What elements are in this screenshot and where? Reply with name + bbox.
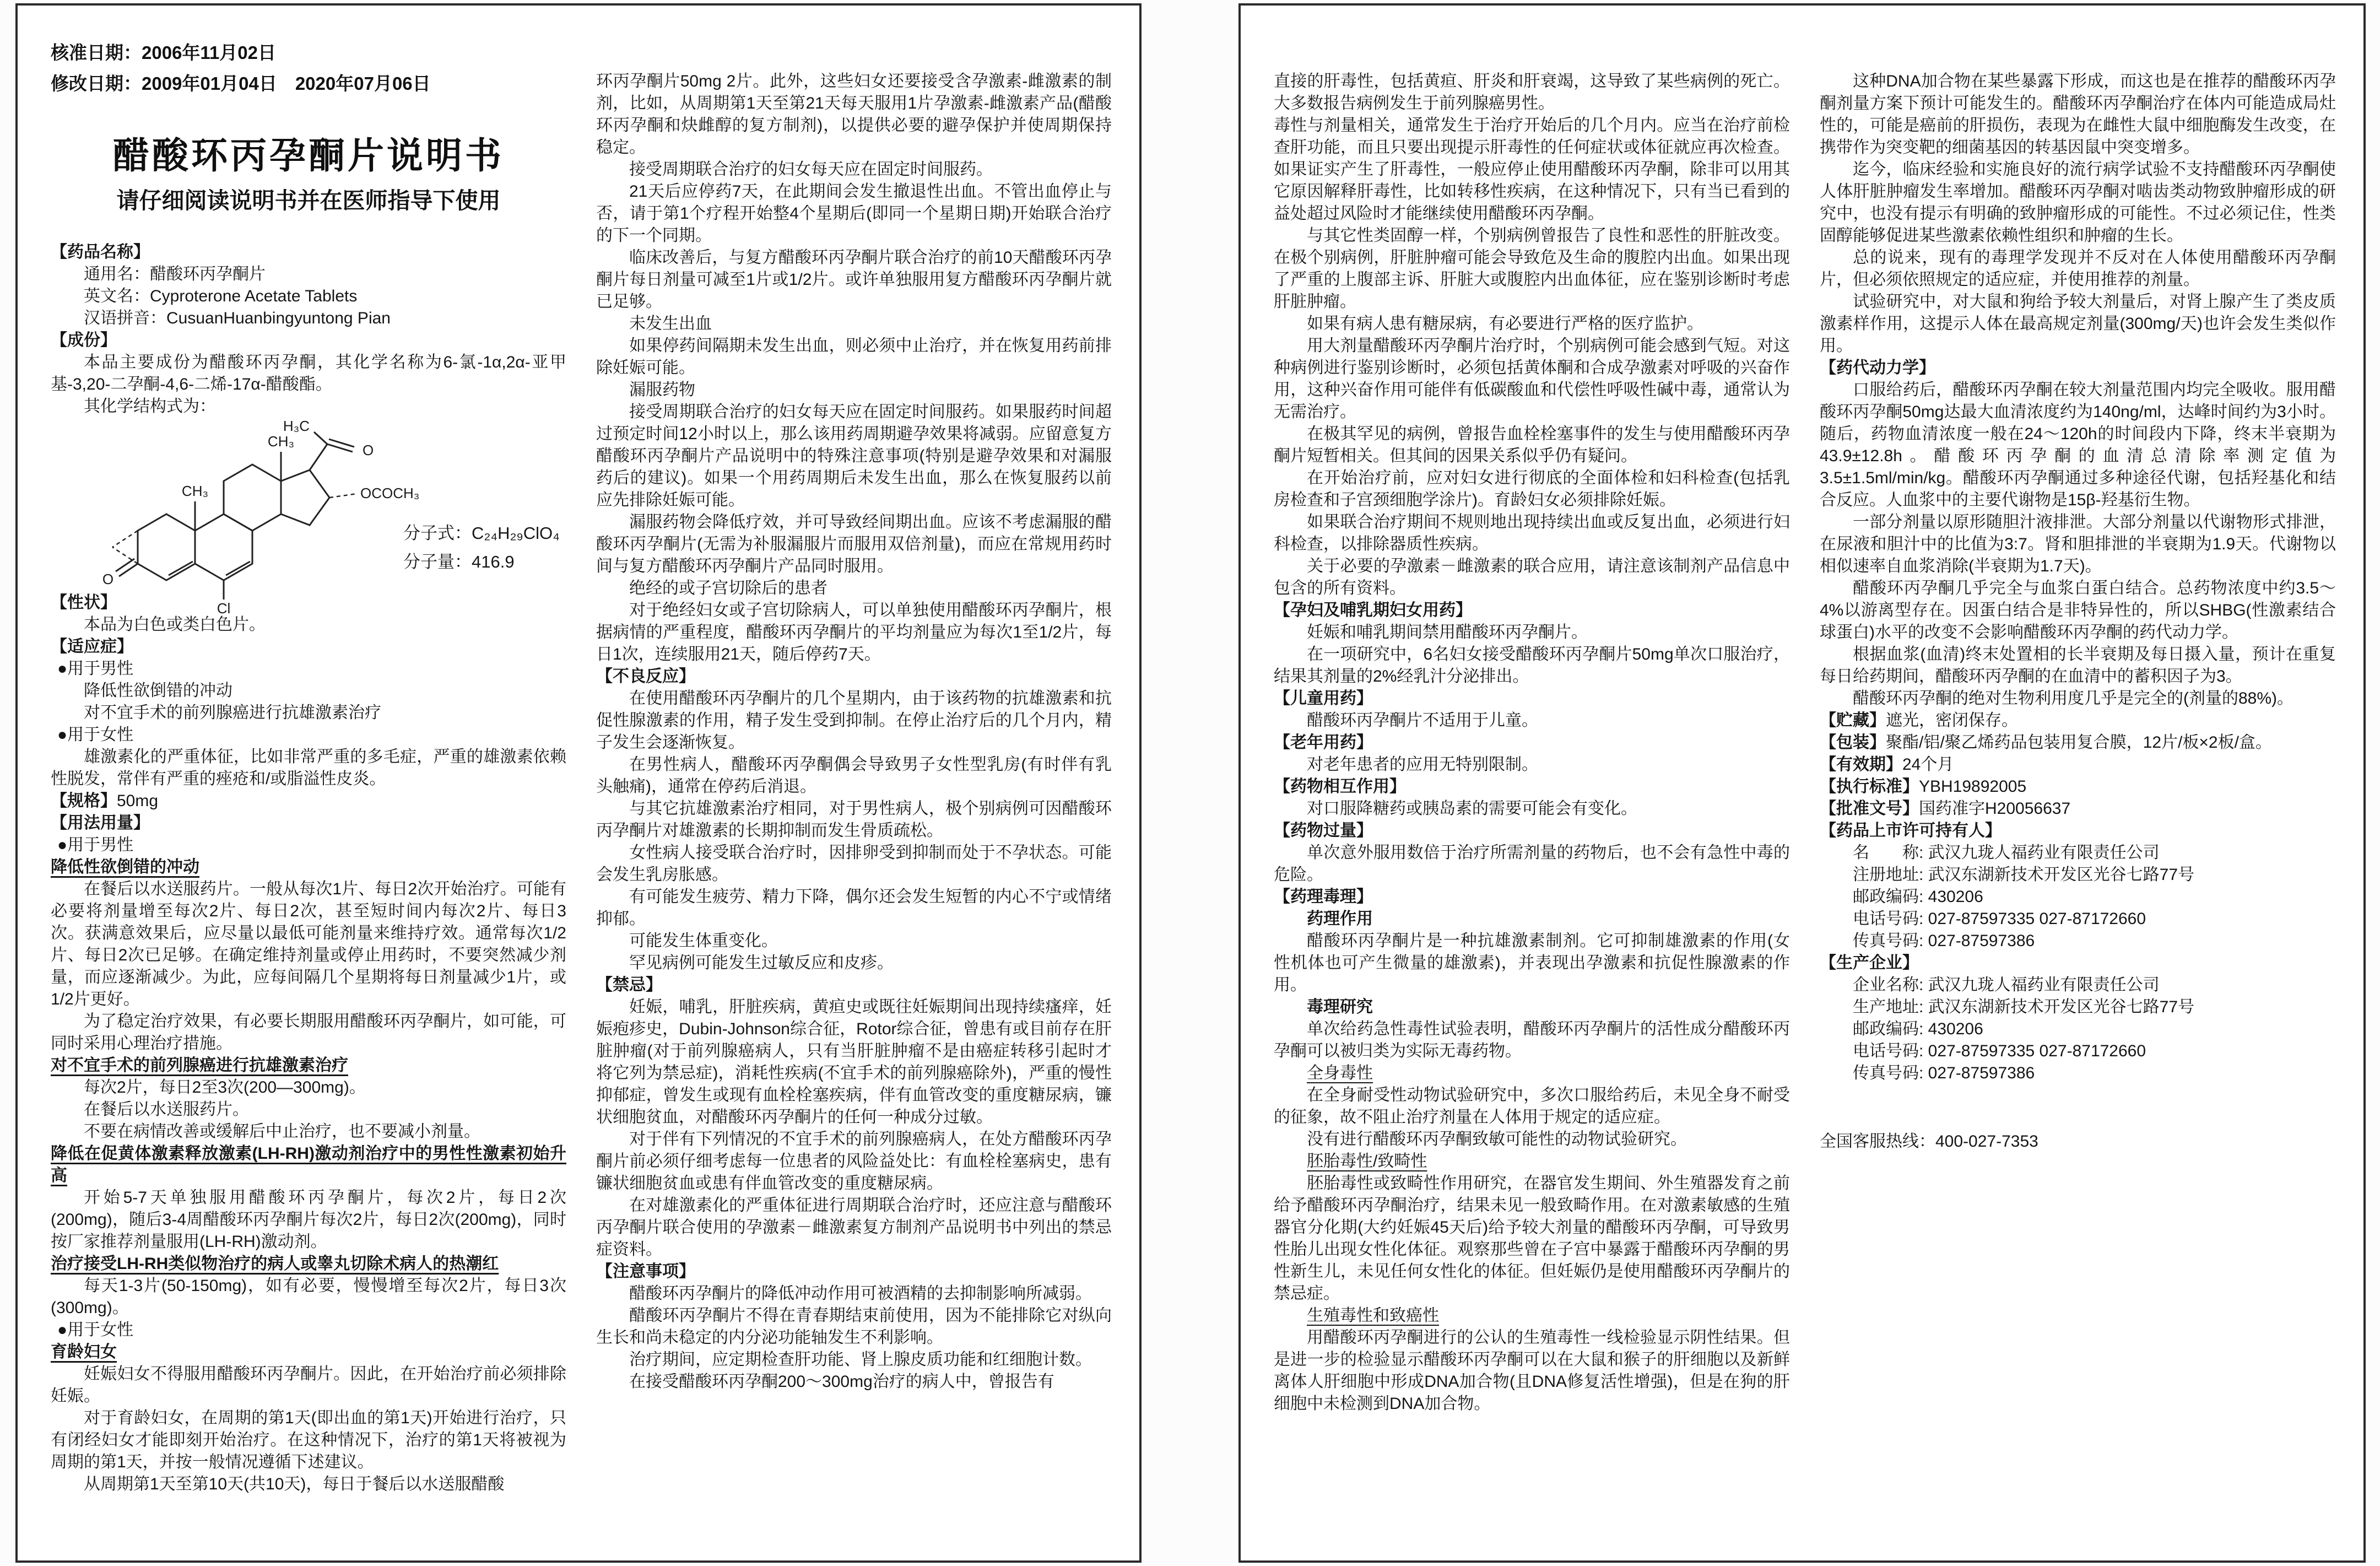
paragraph: 雄激素化的严重体征，比如非常严重的多毛症，严重的雄激素依赖性脱发，常伴有严重的痤疮和/或脂溢性皮炎。: [51, 748, 566, 788]
paragraph: 可能发生体重变化。: [629, 932, 778, 950]
paragraph: 生产地址: 武汉东湖新技术开发区光谷七路77号: [1853, 998, 2195, 1016]
paragraph: 未发生出血: [629, 315, 712, 333]
section-heading-value: 聚酯/铝/聚乙烯药品包装用复合膜，12片/板×2板/盒。: [1886, 733, 2272, 752]
sub-heading: 全身毒性: [1307, 1064, 1373, 1082]
section-heading: [51, 790, 566, 812]
molecular-formula: 分子式：C₂₄H₂₉ClO₄: [403, 523, 560, 543]
paragraph: 如果停药间隔期未发生出血，则必须中止治疗，并在恢复用药前排除妊娠可能。: [596, 337, 1112, 377]
paragraph: 在接受醋酸环丙孕酮200～300mg治疗的病人中，曾报告有: [629, 1373, 1054, 1391]
paragraph: 名 称: 武汉九珑人福药业有限责任公司: [1853, 844, 2160, 862]
paragraph: 醋酸环丙孕酮片是一种抗雄激素制剂。它可抑制雄激素的作用(女性机体也可产生微量的雄激素)，并表现出孕激素和抗促性腺激素的作用。: [1274, 932, 1790, 994]
paragraph: 对不宜手术的前列腺癌进行抗雄激素治疗: [84, 704, 381, 722]
page1-column-right: [596, 37, 1112, 1549]
paragraph: 醋酸环丙孕酮几乎完全与血浆白蛋白结合。总药物浓度中约3.5～4%以游离型存在。因蛋白结合是非特异性的，所以SHBG(性激素结合球蛋白)水平的改变不会影响醋酸环丙孕酮的药代动力学。: [1820, 579, 2336, 641]
paragraph: 用醋酸环丙孕酮进行的公认的生殖毒性一线检验显示阴性结果。但是进一步的检验显示醋酸环丙孕酮可以在大鼠和猴子的肝细胞以及新鲜离体人肝细胞中形成DNA加合物(且DNA修复活性增强)，但是在狗的肝细胞中未检测到DNA加合物。: [1274, 1329, 1790, 1413]
section-heading: 【生产企业】: [1820, 954, 1919, 972]
paragraph: 用大剂量醋酸环丙孕酮片治疗时，个别病例可能会感到气短。对这种病例进行鉴别诊断时，必须包括黄体酮和合成孕激素对呼吸的兴奋作用，这种兴奋作用可能伴有低碳酸血和代偿性呼吸性碱中毒，通常认为无需治疗。: [1274, 337, 1790, 421]
section-heading: 【孕妇及哺乳期妇女用药】: [1274, 601, 1472, 619]
section-heading: [1820, 710, 2336, 732]
paragraph: 对于绝经妇女或子宫切除病人，可以单独使用醋酸环丙孕酮片，根据病情的严重程度，醋酸环丙孕酮片的平均剂量应为每次1至1/2片，每日1次，连续服用21天，随后停药7天。: [596, 601, 1112, 663]
paragraph: 妊娠，哺乳，肝脏疾病，黄疸史或既往妊娠期间出现持续瘙痒，妊娠疱疹史，Dubin-Johnson综合征，Rotor综合征，曾患有或目前存在肝脏肿瘤(对于前列腺癌病人，只有当肝脏肿瘤不是由癌症转移引起时才将它列为禁忌症)，消耗性疾病(不宜手术的前列腺癌除外)，严重的慢性抑郁症，曾发生或现有血栓栓塞疾病，伴有血管改变的重度糖尿病，镰状细胞贫血，对醋酸环丙孕酮片的任何一种成分过敏。: [596, 998, 1112, 1126]
paragraph: 醋酸环丙孕酮片不得在青春期结束前使用，因为不能排除它对纵向生长和尚未稳定的内分泌功能轴发生不利影响。: [596, 1306, 1112, 1347]
section-heading: 【药品上市许可持有人】: [1820, 822, 2002, 840]
bullet-item: ●用于男性: [57, 660, 134, 678]
paragraph: 在餐后以水送服药片。: [84, 1100, 249, 1119]
paragraph: 在使用醋酸环丙孕酮片的几个星期内，由于该药物的抗雄激素和抗促性腺激素的作用，精子发生受到抑制。在停止治疗后的几个月内，精子发生会逐渐恢复。: [596, 689, 1112, 752]
paragraph: 不要在病情改善或缓解后中止治疗，也不要减小剂量。: [84, 1122, 480, 1141]
paragraph: 对老年患者的应用无特别限制。: [1307, 755, 1538, 774]
paragraph: 每次2片，每日2至3次(200—300mg)。: [84, 1078, 366, 1097]
paragraph: 女性病人接受联合治疗时，因排卵受到抑制而处于不孕状态。可能会发生乳房胀感。: [596, 844, 1112, 884]
paragraph: 开始5-7天单独服用醋酸环丙孕酮片，每次2片，每日2次(200mg)，随后3-4周醋酸环丙孕酮片每次2片，每日2次(200mg)，同时按厂家推荐剂量服用(LH-RH)激动剂。: [51, 1189, 566, 1251]
section-heading: [1820, 776, 2336, 798]
paragraph: 没有进行醋酸环丙孕酮致敏可能性的动物试验研究。: [1307, 1130, 1687, 1148]
paragraph: 试验研究中，对大鼠和狗给予较大剂量后，对肾上腺产生了类皮质激素样作用，这提示人体在最高规定剂量(300mg/天)也许会发生类似作用。: [1820, 293, 2336, 355]
paragraph: 每天1-3片(50-150mg)，如有必要，慢慢增至每次2片，每日3次(300mg)。: [51, 1277, 566, 1317]
section-heading: 【不良反应】: [596, 667, 695, 685]
paragraph: 单次给药急性毒性试验表明，醋酸环丙孕酮片的活性成分醋酸环丙孕酮可以被归类为实际无毒药物。: [1274, 1020, 1790, 1060]
paragraph: 在餐后以水送服药片。一般从每次1片、每日2次开始治疗。可能有必要将剂量增至每次2片、每日2次，甚至短时间内每次2片、每日3次。获满意效果后，应尽量以最低可能剂量来维持疗效。通常每次1/2片、每日2次已足够。在确定维持剂量或停止用药时，不要突然减少剂量，而应逐渐减少。为此，应每间隔几个星期将每日剂量减少1片，或1/2片更好。: [51, 880, 566, 1008]
sub-heading: 毒理研究: [1307, 998, 1373, 1016]
paragraph: 在男性病人，醋酸环丙孕酮偶会导致男子女性型乳房(有时伴有乳头触痛)，通常在停药后消退。: [596, 755, 1112, 796]
section-heading-value: YBH19892005: [1919, 777, 2027, 796]
paragraph: 绝经的或子宫切除后的患者: [629, 579, 827, 597]
section-heading-value: 50mg: [117, 792, 159, 810]
paragraph: 邮政编码: 430206: [1853, 1020, 1983, 1038]
section-heading-value: 24个月: [1902, 755, 1954, 774]
section-heading: 【药物相互作用】: [1274, 777, 1406, 796]
bullet-item: ●用于女性: [57, 1321, 134, 1339]
section-heading-value: 国药准字H20056637: [1919, 800, 2071, 818]
spacer: [1820, 37, 2336, 71]
paragraph: 在极其罕见的病例，曾报告血栓栓塞事件的发生与使用醋酸环丙孕酮片短暂相关。但其间的因果关系似乎仍有疑问。: [1274, 425, 1790, 465]
paragraph: 全国客服热线：400-027-7353: [1820, 1132, 2038, 1151]
paragraph: 如果有病人患有糖尿病，有必要进行严格的医疗监护。: [1307, 315, 1703, 333]
section-heading-label: 【批准文号】: [1820, 800, 1919, 818]
h3c-label: H₃C: [283, 418, 310, 434]
page-2: [1238, 3, 2366, 1563]
paragraph: 这种DNA加合物在某些暴露下形成，而这也是在推荐的醋酸环丙孕酮剂量方案下预计可能发生的。醋酸环丙孕酮治疗在体内可能造成局灶性的，可能是癌前的肝损伤，表现为在雌性大鼠中细胞酶发生改变，在携带作为突变靶的细菌基因的转基因鼠中突变增多。: [1820, 72, 2336, 156]
paragraph: 从周期第1天至第10天(共10天)，每日于餐后以水送服醋酸: [84, 1475, 505, 1493]
paragraph: 企业名称: 武汉九珑人福药业有限责任公司: [1853, 976, 2160, 994]
paragraph: 关于必要的孕激素－雌激素的联合应用，请注意该制剂产品信息中包含的所有资料。: [1274, 557, 1790, 597]
paragraph: 漏服药物: [629, 381, 695, 399]
sub-heading: 降低在促黄体激素释放激素(LH-RH)激动剂治疗中的男性性激素初始升高: [51, 1144, 566, 1185]
section-heading: 【注意事项】: [596, 1262, 695, 1281]
paragraph: 在开始治疗前，应对妇女进行彻底的全面体检和妇科检查(包括乳房检查和子宫颈细胞学涂片)。育龄妇女必须排除妊娠。: [1274, 469, 1790, 509]
paragraph: 在对雄激素化的严重体征进行周期联合治疗时，还应注意与醋酸环丙孕酮片联合使用的孕激素－雌激素复方制剂产品说明书中列出的禁忌症资料。: [596, 1196, 1112, 1259]
paragraph: 环丙孕酮片50mg 2片。此外，这些妇女还要接受含孕激素-雌激素的制剂，比如，从周期第1天至第21天每天服用1片孕激素-雌激素产品(醋酸环丙孕酮和炔雌醇的复方制剂)，以提供必要的避孕保护并使周期保持稳定。: [596, 72, 1112, 156]
page2-column-left: [1274, 37, 1790, 1549]
section-heading: 【药代动力学】: [1820, 359, 1935, 377]
paragraph: 本品为白色或类白色片。: [84, 615, 266, 634]
page2-column-right: [1820, 37, 2336, 1549]
section-heading: 【用法用量】: [51, 814, 150, 832]
paragraph: 迄今，临床经验和实施良好的流行病学试验不支持醋酸环丙孕酮使人体肝脏肿瘤发生率增加。醋酸环丙孕酮对啮齿类动物致肿瘤形成的研究中，也没有提示有明确的致肿瘤形成的可能性。不过必须记住，性类固醇能够促进某些激素依赖性组织和肿瘤的生长。: [1820, 160, 2336, 245]
bullet-item: ●用于男性: [57, 836, 134, 854]
section-heading-label: 【规格】: [51, 792, 117, 810]
document-subtitle: 请仔细阅读说明书并在医师指导下使用: [116, 188, 501, 213]
molecular-weight: 分子量：416.9: [403, 552, 515, 571]
paragraph: 为了稳定治疗效果，有必要长期服用醋酸环丙孕酮片，如可能，可同时采用心理治疗措施。: [51, 1012, 566, 1052]
section-heading-label: 【包装】: [1820, 733, 1886, 752]
paragraph: 本品主要成份为醋酸环丙孕酮，其化学名称为6-氯-1α,2α-亚甲基-3,20-二孕酮-4,6-二烯-17α-醋酸酯。: [51, 353, 566, 393]
section-heading-label: 【贮藏】: [1820, 711, 1886, 730]
sub-heading: 药理作用: [1307, 910, 1373, 928]
section-heading: 【适应症】: [51, 638, 133, 656]
paragraph: 单次意外服用数倍于治疗所需剂量的药物后，也不会有急性中毒的危险。: [1274, 844, 1790, 884]
sub-heading: 生殖毒性和致癌性: [1307, 1306, 1439, 1325]
paragraph: 其化学结构式为：: [84, 397, 216, 415]
section-heading: 【性状】: [51, 593, 117, 612]
paragraph: 总的说来，现有的毒理学发现并不反对在人体使用醋酸环丙孕酮片，但必须依照规定的适应症，并使用推荐的剂量。: [1820, 249, 2336, 289]
acetate-label: OCOCH₃: [360, 485, 420, 501]
section-heading: 【成份】: [51, 331, 117, 349]
section-heading: [1820, 798, 2336, 820]
sub-heading: 对不宜手术的前列腺癌进行抗雄激素治疗: [51, 1056, 348, 1074]
paragraph: 一部分剂量以原形随胆汁液排泄。大部分剂量以代谢物形式排泄，在尿液和胆汁中的比值为3:7。肾和胆排泄的半衰期为1.9天。代谢物以相似速率自血浆消除(半衰期为1.7天)。: [1820, 513, 2336, 575]
paragraph: 醋酸环丙孕酮片不适用于儿童。: [1307, 711, 1538, 730]
spacer: [596, 37, 1112, 71]
date-line: 修改日期：2009年01月04日 2020年07月06日: [51, 73, 431, 94]
paragraph: 电话号码: 027-87597335 027-87172660: [1853, 1042, 2146, 1060]
paragraph: 对于伴有下列情况的不宜手术的前列腺癌病人，在处方醋酸环丙孕酮片前必须仔细考虑每一位患者的风险益处比：有血栓栓塞病史，患有镰状细胞贫血或患有伴血管改变的重度糖尿病。: [596, 1130, 1112, 1192]
sub-heading: 育龄妇女: [51, 1343, 117, 1361]
section-heading: 【禁忌】: [596, 976, 662, 994]
paragraph: 汉语拼音：CusuanHuanbingyuntong Pian: [84, 309, 391, 327]
page1-column-left: [51, 37, 566, 1549]
paragraph: 接受周期联合治疗的妇女每天应在固定时间服药。: [629, 160, 993, 179]
paragraph: 21天后应停药7天，在此期间会发生撤退性出血。不管出血停止与否，请于第1个疗程开始整4个星期后(即同一个星期日期)开始联合治疗的下一个同期。: [596, 182, 1112, 245]
section-heading: [1820, 754, 2336, 776]
section-heading-value: 遮光，密闭保存。: [1886, 711, 2018, 730]
paragraph: 有可能发生疲劳、精力下降，偶尔还会发生短暂的内心不宁或情绪抑郁。: [596, 888, 1112, 928]
paragraph: 临床改善后，与复方醋酸环丙孕酮片联合治疗的前10天醋酸环丙孕酮片每日剂量可减至1片或1/2片。或许单独服用复方醋酸环丙孕酮片就已足够。: [596, 249, 1112, 311]
paragraph: 注册地址: 武汉东湖新技术开发区光谷七路77号: [1853, 866, 2195, 884]
paragraph: 妊娠和哺乳期间禁用醋酸环丙孕酮片。: [1307, 623, 1588, 641]
paragraph: 对口服降糖药或胰岛素的需要可能会有变化。: [1307, 800, 1637, 818]
paragraph: 如果联合治疗期间不规则地出现持续出血或反复出血，必须进行妇科检查，以排除器质性疾病。: [1274, 513, 1790, 553]
paragraph: 邮政编码: 430206: [1853, 888, 1983, 906]
paragraph: 传真号码: 027-87597386: [1853, 932, 2035, 950]
spacer: [1274, 37, 1790, 71]
paragraph: 直接的肝毒性，包括黄疸、肝炎和肝衰竭，这导致了某些病例的死亡。大多数报告病例发生于前列腺癌男性。: [1274, 72, 1790, 112]
atom-label-cl: Cl: [217, 600, 231, 617]
bullet-item: ●用于女性: [57, 726, 134, 744]
section-heading: 【儿童用药】: [1274, 689, 1373, 708]
paragraph: 治疗期间，应定期检查肝功能、肾上腺皮质功能和红细胞计数。: [629, 1351, 1092, 1369]
paragraph: 口服给药后，醋酸环丙孕酮在较大剂量范围内均完全吸收。服用醋酸环丙孕酮50mg达最大血清浓度约为140ng/ml，达峰时间约为3小时。随后，药物血清浓度一般在24～120h的时间段内下降，终末半衰期为43.9±12.8h。醋酸环丙孕酮的血清总清除率测定值为3.5±1.5ml/min/kg。醋酸环丙孕酮通过多种途径代谢，包括羟基化和结合反应。人血浆中的主要代谢物是15β-羟基衍生物。: [1820, 381, 2336, 509]
paragraph: 对于育龄妇女，在周期的第1天(即出血的第1天)开始进行治疗，只有闭经妇女才能即刻开始治疗。在这种情况下，治疗的第1天将被视为周期的第1天，并按一般情况遵循下述建议。: [51, 1409, 566, 1471]
section-heading: 【老年用药】: [1274, 733, 1373, 752]
paragraph: 英文名：Cyproterone Acetate Tablets: [84, 287, 358, 305]
paragraph: 醋酸环丙孕酮片的降低冲动作用可被酒精的去抑制影响所减弱。: [629, 1284, 1092, 1303]
sub-heading: 治疗接受LH-RH类似物治疗的病人或睾丸切除术病人的热潮红: [51, 1255, 499, 1273]
section-heading: 【药理毒理】: [1274, 888, 1373, 906]
sub-heading: 降低性欲倒错的冲动: [51, 858, 199, 876]
paragraph: 根据血浆(血清)终末处置相的长半衰期及每日摄入量，预计在重复每日给药期间，醋酸环丙孕酮的在血清中的蓄积因子为3。: [1820, 645, 2336, 685]
sub-heading: 胚胎毒性/致畸性: [1307, 1152, 1427, 1170]
section-heading-label: 【执行标准】: [1820, 777, 1919, 796]
paragraph: 电话号码: 027-87597335 027-87172660: [1853, 910, 2146, 928]
paragraph: 在一项研究中，6名妇女接受醋酸环丙孕酮片50mg单次口服治疗，结果其剂量的2%经乳汁分泌排出。: [1274, 645, 1790, 685]
date-line: 核准日期：2006年11月02日: [51, 42, 277, 63]
section-heading: [1820, 732, 2336, 754]
section-heading-label: 【有效期】: [1820, 755, 1902, 774]
paragraph: 毒性与剂量相关，通常发生于治疗开始后的几个月内。应当在治疗前检查肝功能，而且只要出现提示肝毒性的任何症状或体征就应再次检查。如果证实产生了肝毒性，一般应停止使用醋酸环丙孕酮，除非可以用其它原因解释肝毒性，比如转移性疾病，在这种情况下，只有当已看到的益处超过风险时才能继续使用醋酸环丙孕酮。: [1274, 116, 1790, 223]
paragraph: 接受周期联合治疗的妇女每天应在固定时间服药。如果服药时间超过预定时间12小时以上，那么该用药周期避孕效果将减弱。应留意复方醋酸环丙孕酮片产品说明中的特殊注意事项(特别是避孕效果和对漏服药后的建议)。如果一个用药周期后未发生出血，那么在恢复服药以前应先排除妊娠可能。: [596, 403, 1112, 509]
paragraph: 降低性欲倒错的冲动: [84, 682, 232, 700]
atom-label-o: O: [102, 571, 114, 587]
paragraph: 罕见病例可能发生过敏反应和皮疹。: [629, 954, 894, 972]
carbonyl-o-label: O: [363, 442, 374, 458]
paragraph: 与其它性类固醇一样，个别病例曾报告了良性和恶性的肝脏改变。在极个别病例，肝脏肿瘤可能会导致危及生命的腹腔内出血。如果出现了严重的上腹部主诉、肝脏大或腹腔内出血体征，应在鉴别诊断时考虑肝脏肿瘤。: [1274, 226, 1790, 311]
paragraph: 传真号码: 027-87597386: [1853, 1064, 2035, 1082]
section-heading: 【药物过量】: [1274, 822, 1373, 840]
paragraph: 胚胎毒性或致畸性作用研究，在器官发生期间、外生殖器发育之前给予醋酸环丙孕酮治疗，结果未见一般致畸作用。在对激素敏感的生殖器官分化期(大约妊娠45天后)给予较大剂量的醋酸环丙孕酮，可导致男性胎儿出现女性化体征。观察那些曾在子宫中暴露于醋酸环丙孕酮的男性新生儿，未见任何女性化的体征。但妊娠仍是使用醋酸环丙孕酮片的禁忌症。: [1274, 1174, 1790, 1303]
spacer: [1820, 1084, 2336, 1131]
paragraph: 与其它抗雄激素治疗相同，对于男性病人，极个别病例可因醋酸环丙孕酮片对雄激素的长期抑制而发生骨质疏松。: [596, 800, 1112, 840]
paragraph: 通用名：醋酸环丙孕酮片: [84, 265, 266, 283]
methyl-label-c13: CH₃: [267, 433, 295, 450]
paragraph: 在全身耐受性动物试验研究中，多次口服给药后，未见全身不耐受的征象，故不阻止治疗剂量在人体用于规定的适应症。: [1274, 1086, 1790, 1126]
paragraph: 妊娠妇女不得服用醋酸环丙孕酮片。因此，在开始治疗前必须排除妊娠。: [51, 1365, 566, 1405]
document-title: 醋酸环丙孕酮片说明书: [113, 135, 504, 176]
methyl-label-c10: CH₃: [181, 483, 209, 499]
paragraph: 漏服药物会降低疗效，并可导致经间期出血。应该不考虑漏服的醋酸环丙孕酮片(无需为补服漏服片而服用双倍剂量)，而应在常规用药时间与复方醋酸环丙孕酮片产品同时服用。: [596, 513, 1112, 575]
section-heading: 【药品名称】: [51, 243, 150, 261]
page-1: [15, 3, 1142, 1563]
paragraph: 醋酸环丙孕酮的绝对生物利用度几乎是完全的(剂量的88%)。: [1853, 689, 2294, 708]
